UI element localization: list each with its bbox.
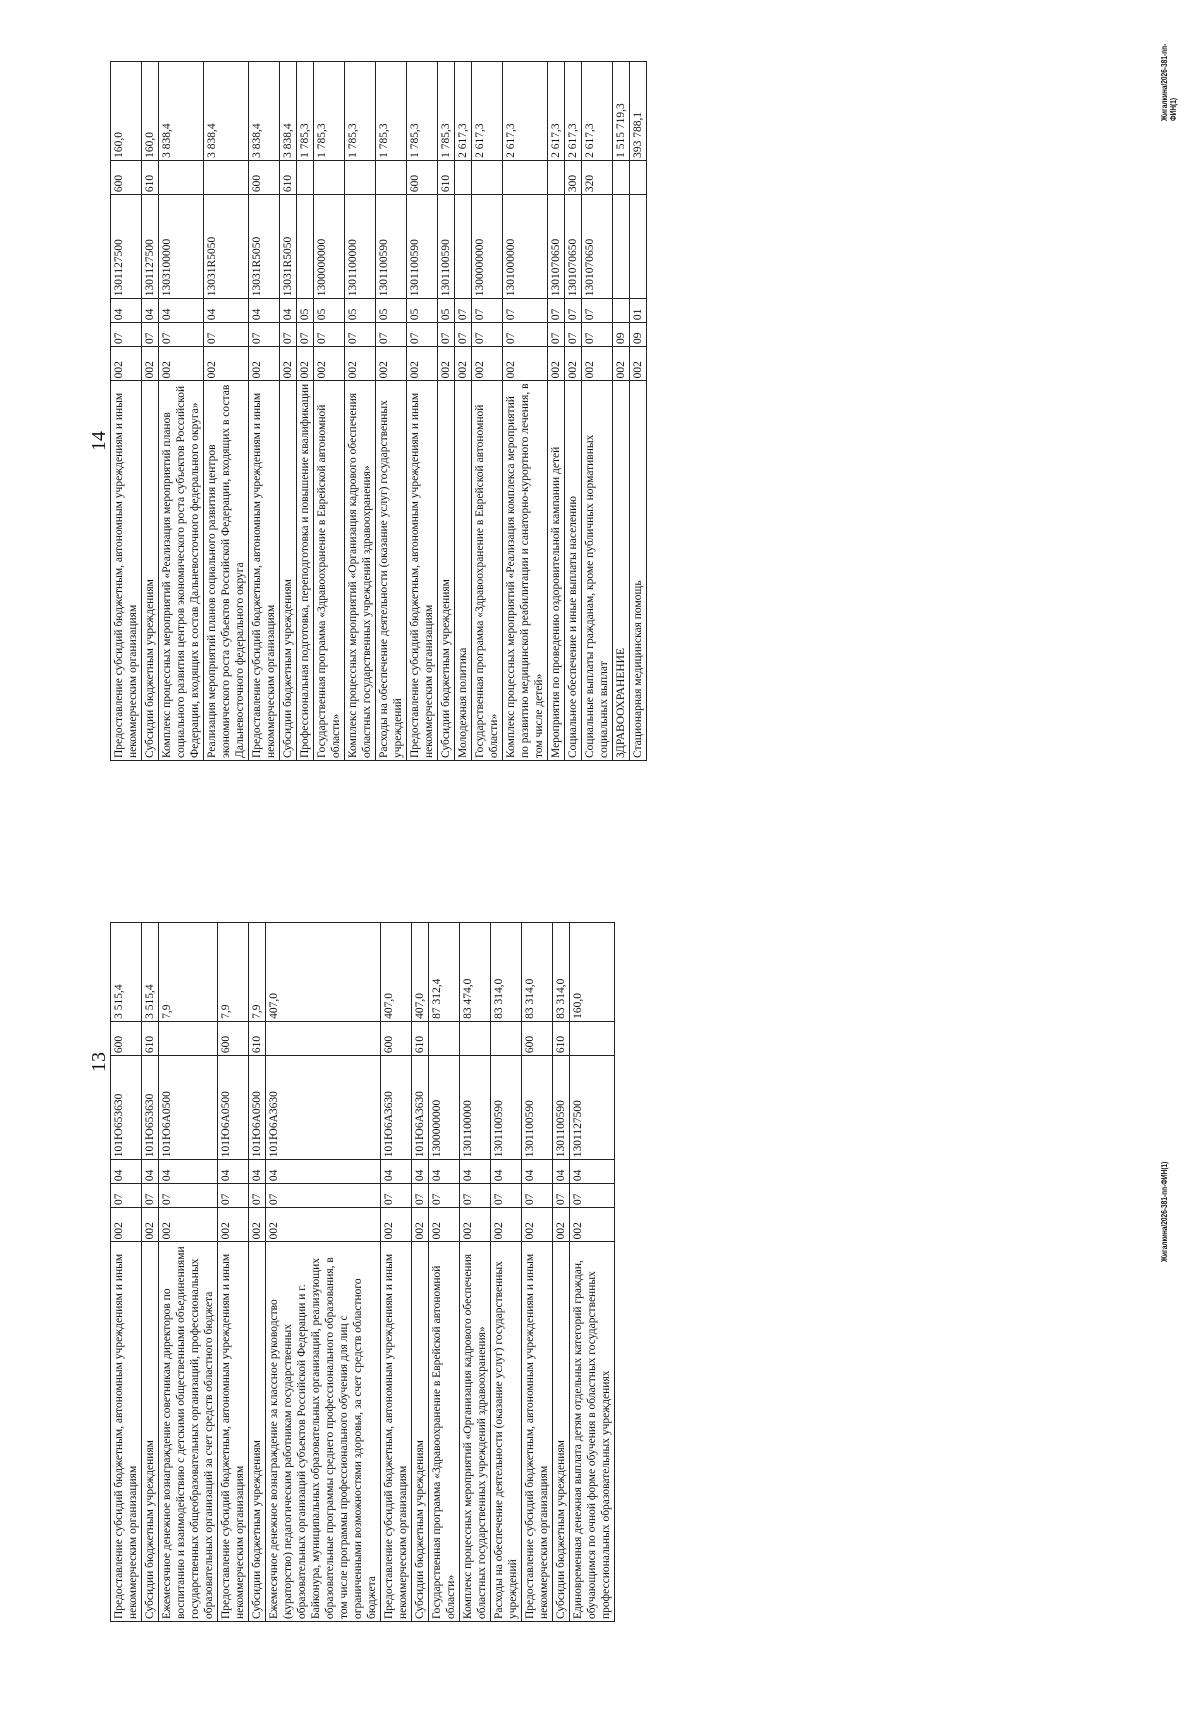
subsection-code-cell: [613, 299, 630, 323]
subsection-code-cell: 04: [159, 1160, 218, 1184]
expense-type-cell: [460, 1021, 491, 1055]
table-row: [412, 923, 429, 1622]
expense-type-cell: [429, 1021, 460, 1055]
target-article-cell: 1301100590: [491, 1056, 522, 1160]
subsection-code-cell: 05: [407, 299, 438, 323]
table-row: [570, 923, 615, 1622]
target-article-cell: 101Ю6А0500: [159, 1056, 218, 1160]
expense-type-cell: [548, 160, 565, 194]
row-name-cell: Государственная программа «Здравоохранение в Еврейской автономной области»: [314, 381, 345, 761]
target-article-cell: 1301100000: [460, 1056, 491, 1160]
subsection-code-cell: 04: [159, 299, 204, 323]
ministry-code-cell: 002: [455, 347, 472, 381]
row-name-cell: Ежемесячное денежное вознаграждение советникам директоров по воспитанию и взаимодействию с детскими общественными объединениями государственных общеобразовательных организаций, профессиональных образовательных организаций за счет средств областного бюджета: [159, 1242, 218, 1622]
section-code-cell: 07: [345, 323, 376, 347]
section-code-cell: 07: [297, 323, 314, 347]
section-code-cell: 07: [503, 323, 548, 347]
table-row: [249, 923, 266, 1622]
amount-cell: 160,0: [570, 923, 615, 1022]
target-article-cell: 13031R5050: [204, 195, 249, 299]
subsection-code-cell: 07: [582, 299, 613, 323]
ministry-code-cell: 002: [159, 347, 204, 381]
subsection-code-cell: 04: [280, 299, 297, 323]
expense-type-cell: 600: [111, 1021, 142, 1055]
amount-cell: 3 838,4: [204, 62, 249, 161]
ministry-code-cell: 002: [111, 1208, 142, 1242]
target-article-cell: 1301100000: [345, 195, 376, 299]
table-row: [142, 62, 159, 761]
amount-cell: 2 617,3: [472, 62, 503, 161]
target-article-cell: 1301100590: [407, 195, 438, 299]
target-article-cell: 101Ю6А0500: [218, 1056, 249, 1160]
subsection-code-cell: 05: [376, 299, 407, 323]
subsection-code-cell: 04: [570, 1160, 615, 1184]
expense-type-cell: 600: [249, 160, 280, 194]
target-article-cell: 13031R5050: [280, 195, 297, 299]
expense-type-cell: 610: [142, 160, 159, 194]
ministry-code-cell: 002: [345, 347, 376, 381]
row-name-cell: Расходы на обеспечение деятельности (оказание услуг) государственных учреждений: [491, 1242, 522, 1622]
amount-cell: 1 785,3: [297, 62, 314, 161]
amount-cell: 407,0: [412, 923, 429, 1022]
section-code-cell: 09: [630, 323, 647, 347]
ministry-code-cell: 002: [582, 347, 613, 381]
section-code-cell: 09: [613, 323, 630, 347]
ministry-code-cell: 002: [159, 1208, 218, 1242]
budget-table-body: [111, 62, 647, 761]
target-article-cell: 13031R5050: [249, 195, 280, 299]
table-row: [460, 923, 491, 1622]
target-article-cell: 1301100590: [438, 195, 455, 299]
section-code-cell: 07: [412, 1184, 429, 1208]
row-name-cell: ЗДРАВООХРАНЕНИЕ: [613, 381, 630, 761]
row-name-cell: Государственная программа «Здравоохранение в Еврейской автономной области»: [472, 381, 503, 761]
amount-cell: 2 617,3: [548, 62, 565, 161]
target-article-cell: 1301070650: [582, 195, 613, 299]
row-name-cell: Предоставление субсидий бюджетным, автономным учреждениям и иным некоммерческим организациям: [111, 381, 142, 761]
row-name-cell: Социальные выплаты гражданам, кроме публичных нормативных социальных выплат: [582, 381, 613, 761]
table-row: [381, 923, 412, 1622]
expense-type-cell: [159, 160, 204, 194]
section-code-cell: 07: [159, 323, 204, 347]
table-row: [503, 62, 548, 761]
section-code-cell: 07: [429, 1184, 460, 1208]
subsection-code-cell: 01: [630, 299, 647, 323]
ministry-code-cell: 002: [460, 1208, 491, 1242]
ministry-code-cell: 002: [381, 1208, 412, 1242]
section-code-cell: 07: [582, 323, 613, 347]
ministry-code-cell: 002: [565, 347, 582, 381]
section-code-cell: 07: [111, 323, 142, 347]
ministry-code-cell: 002: [613, 347, 630, 381]
section-code-cell: 07: [570, 1184, 615, 1208]
target-article-cell: 1301127500: [570, 1056, 615, 1160]
expense-type-cell: [314, 160, 345, 194]
row-name-cell: Молодежная политика: [455, 381, 472, 761]
target-article-cell: 1301127500: [142, 195, 159, 299]
table-row: [630, 62, 647, 761]
target-article-cell: 101Ю6А3630: [412, 1056, 429, 1160]
table-row: [491, 923, 522, 1622]
table-row: [111, 62, 142, 761]
table-row: [204, 62, 249, 761]
subsection-code-cell: 07: [503, 299, 548, 323]
section-code-cell: 07: [159, 1184, 218, 1208]
expense-type-cell: [376, 160, 407, 194]
table-row: [314, 62, 345, 761]
subsection-code-cell: 04: [266, 1160, 381, 1184]
row-name-cell: Мероприятия по проведению оздоровительной кампании детей: [548, 381, 565, 761]
ministry-code-cell: 002: [438, 347, 455, 381]
expense-type-cell: [266, 1021, 381, 1055]
subsection-code-cell: 07: [472, 299, 503, 323]
row-name-cell: Социальное обеспечение и иные выплаты населению: [565, 381, 582, 761]
amount-cell: 2 617,3: [455, 62, 472, 161]
expense-type-cell: 320: [582, 160, 613, 194]
row-name-cell: Предоставление субсидий бюджетным, автономным учреждениям и иным некоммерческим организациям: [407, 381, 438, 761]
table-row: [548, 62, 565, 761]
target-article-cell: 101Ю653630: [111, 1056, 142, 1160]
row-name-cell: Предоставление субсидий бюджетным, автономным учреждениям и иным некоммерческим организациям: [218, 1242, 249, 1622]
ministry-code-cell: 002: [314, 347, 345, 381]
ministry-code-cell: 002: [553, 1208, 570, 1242]
page-number: 14: [88, 431, 110, 451]
target-article-cell: 1303100000: [159, 195, 204, 299]
ministry-code-cell: 002: [472, 347, 503, 381]
subsection-code-cell: 05: [345, 299, 376, 323]
expense-type-cell: [455, 160, 472, 194]
row-name-cell: Профессиональная подготовка, переподготовка и повышение квалификации: [297, 381, 314, 761]
subsection-code-cell: 04: [142, 1160, 159, 1184]
expense-type-cell: 610: [142, 1021, 159, 1055]
amount-cell: 3 838,4: [280, 62, 297, 161]
expense-type-cell: 610: [412, 1021, 429, 1055]
amount-cell: 393 788,1: [630, 62, 647, 161]
amount-cell: 1 515 719,3: [613, 62, 630, 161]
ministry-code-cell: 002: [522, 1208, 553, 1242]
amount-cell: 3 515,4: [142, 923, 159, 1022]
amount-cell: 83 314,0: [491, 923, 522, 1022]
table-row: [297, 62, 314, 761]
row-name-cell: Субсидии бюджетным учреждениям: [412, 1242, 429, 1622]
target-article-cell: 1300000000: [314, 195, 345, 299]
ministry-code-cell: 002: [249, 1208, 266, 1242]
amount-cell: 1 785,3: [314, 62, 345, 161]
row-name-cell: Субсидии бюджетным учреждениям: [142, 381, 159, 761]
ministry-code-cell: 002: [111, 347, 142, 381]
row-name-cell: Предоставление субсидий бюджетным, автономным учреждениям и иным некоммерческим организациям: [249, 381, 280, 761]
target-article-cell: [613, 195, 630, 299]
target-article-cell: 1301000000: [503, 195, 548, 299]
subsection-code-cell: 05: [438, 299, 455, 323]
amount-cell: 7,9: [249, 923, 266, 1022]
amount-cell: 160,0: [111, 62, 142, 161]
row-name-cell: Предоставление субсидий бюджетным, автономным учреждениям и иным некоммерческим организациям: [522, 1242, 553, 1622]
amount-cell: 407,0: [381, 923, 412, 1022]
row-name-cell: Субсидии бюджетным учреждениям: [280, 381, 297, 761]
row-name-cell: Государственная программа «Здравоохранение в Еврейской автономной области»: [429, 1242, 460, 1622]
amount-cell: 3 838,4: [249, 62, 280, 161]
section-code-cell: 07: [218, 1184, 249, 1208]
ministry-code-cell: 002: [204, 347, 249, 381]
expense-type-cell: 600: [218, 1021, 249, 1055]
row-name-cell: Комплекс процессных мероприятий «Реализация мероприятий планов социального развития центров экономического роста субъектов Российской Федерации, входящих в состав Дальневосточного федерального округа»: [159, 381, 204, 761]
amount-cell: 2 617,3: [582, 62, 613, 161]
page-13: [0, 861, 1200, 1722]
amount-cell: 2 617,3: [565, 62, 582, 161]
amount-cell: 83 474,0: [460, 923, 491, 1022]
subsection-code-cell: 04: [249, 1160, 266, 1184]
subsection-code-cell: 05: [297, 299, 314, 323]
section-code-cell: 07: [407, 323, 438, 347]
subsection-code-cell: 04: [429, 1160, 460, 1184]
section-code-cell: 07: [438, 323, 455, 347]
budget-table-body: [111, 923, 615, 1622]
table-row: [266, 923, 381, 1622]
amount-cell: 1 785,3: [438, 62, 455, 161]
row-name-cell: Субсидии бюджетным учреждениям: [249, 1242, 266, 1622]
expense-type-cell: 600: [407, 160, 438, 194]
table-row: [249, 62, 280, 761]
expense-type-cell: [630, 160, 647, 194]
expense-type-cell: [491, 1021, 522, 1055]
ministry-code-cell: 002: [407, 347, 438, 381]
table-row: [376, 62, 407, 761]
table-row: [613, 62, 630, 761]
amount-cell: 83 314,0: [522, 923, 553, 1022]
amount-cell: 3 515,4: [111, 923, 142, 1022]
expense-type-cell: [345, 160, 376, 194]
row-name-cell: Комплекс процессных мероприятий «Реализация комплекса мероприятий по развитию медицинской реабилитации и санаторно-курортного лечения, в том числе детей»: [503, 381, 548, 761]
table-row: [159, 923, 218, 1622]
section-code-cell: 07: [381, 1184, 412, 1208]
target-article-cell: 1301070650: [548, 195, 565, 299]
target-article-cell: 1301100590: [553, 1056, 570, 1160]
subsection-code-cell: 07: [565, 299, 582, 323]
target-article-cell: 101Ю6А3630: [381, 1056, 412, 1160]
expense-type-cell: 610: [280, 160, 297, 194]
subsection-code-cell: 05: [314, 299, 345, 323]
target-article-cell: 1301100590: [522, 1056, 553, 1160]
target-article-cell: 1300000000: [429, 1056, 460, 1160]
section-code-cell: 07: [204, 323, 249, 347]
amount-cell: 160,0: [142, 62, 159, 161]
row-name-cell: Комплекс процессных мероприятий «Организация кадрового обеспечения областных государственных учреждений здравоохранения»: [460, 1242, 491, 1622]
amount-cell: 2 617,3: [503, 62, 548, 161]
table-row: [455, 62, 472, 761]
ministry-code-cell: 002: [218, 1208, 249, 1242]
row-name-cell: Субсидии бюджетным учреждениям: [438, 381, 455, 761]
table-row: [159, 62, 204, 761]
section-code-cell: 07: [460, 1184, 491, 1208]
expense-type-cell: [570, 1021, 615, 1055]
ministry-code-cell: 002: [412, 1208, 429, 1242]
row-name-cell: Реализация мероприятий планов социального развития центров экономического роста субъектов Российской Федерации, входящих в состав Дальневосточного федерального округа: [204, 381, 249, 761]
expense-type-cell: 610: [249, 1021, 266, 1055]
amount-cell: 87 312,4: [429, 923, 460, 1022]
subsection-code-cell: 04: [142, 299, 159, 323]
page-footer: Жигалкина/2026-381-пп-ФИН(1): [1160, 1161, 1169, 1262]
budget-table: [110, 61, 647, 761]
expense-type-cell: 600: [381, 1021, 412, 1055]
target-article-cell: 101Ю6А3630: [266, 1056, 381, 1160]
row-name-cell: Расходы на обеспечение деятельности (оказание услуг) государственных учреждений: [376, 381, 407, 761]
ministry-code-cell: 002: [249, 347, 280, 381]
table-row: [111, 923, 142, 1622]
target-article-cell: [297, 195, 314, 299]
section-code-cell: 07: [314, 323, 345, 347]
table-row: [472, 62, 503, 761]
ministry-code-cell: 002: [630, 347, 647, 381]
ministry-code-cell: 002: [503, 347, 548, 381]
amount-cell: 3 838,4: [159, 62, 204, 161]
expense-type-cell: 600: [522, 1021, 553, 1055]
target-article-cell: 1301100590: [376, 195, 407, 299]
ministry-code-cell: 002: [491, 1208, 522, 1242]
target-article-cell: [455, 195, 472, 299]
subsection-code-cell: 04: [412, 1160, 429, 1184]
ministry-code-cell: 002: [376, 347, 407, 381]
subsection-code-cell: 07: [548, 299, 565, 323]
subsection-code-cell: 04: [460, 1160, 491, 1184]
page-footer: Жигалкина/2026-381-пп-ФИН(1): [1160, 43, 1178, 121]
subsection-code-cell: 04: [522, 1160, 553, 1184]
section-code-cell: 07: [522, 1184, 553, 1208]
amount-cell: 1 785,3: [345, 62, 376, 161]
row-name-cell: Стационарная медицинская помощь: [630, 381, 647, 761]
expense-type-cell: 610: [438, 160, 455, 194]
section-code-cell: 07: [553, 1184, 570, 1208]
section-code-cell: 07: [111, 1184, 142, 1208]
expense-type-cell: [159, 1021, 218, 1055]
amount-cell: 1 785,3: [376, 62, 407, 161]
ministry-code-cell: 002: [142, 347, 159, 381]
expense-type-cell: [613, 160, 630, 194]
table-row: [218, 923, 249, 1622]
table-row: [429, 923, 460, 1622]
row-name-cell: Единовременная денежная выплата детям отдельных категорий граждан, обучающимся по очной форме обучения в областных государственных профессиональных образовательных учреждениях: [570, 1242, 615, 1622]
amount-cell: 1 785,3: [407, 62, 438, 161]
subsection-code-cell: 04: [111, 1160, 142, 1184]
ministry-code-cell: 002: [266, 1208, 381, 1242]
ministry-code-cell: 002: [297, 347, 314, 381]
page-number: 13: [88, 1052, 110, 1072]
ministry-code-cell: 002: [429, 1208, 460, 1242]
section-code-cell: 07: [249, 1184, 266, 1208]
subsection-code-cell: 04: [111, 299, 142, 323]
subsection-code-cell: 07: [455, 299, 472, 323]
section-code-cell: 07: [491, 1184, 522, 1208]
amount-cell: 7,9: [159, 923, 218, 1022]
subsection-code-cell: 04: [218, 1160, 249, 1184]
section-code-cell: 07: [376, 323, 407, 347]
expense-type-cell: 610: [553, 1021, 570, 1055]
ministry-code-cell: 002: [142, 1208, 159, 1242]
table-row: [142, 923, 159, 1622]
table-row: [522, 923, 553, 1622]
section-code-cell: 07: [455, 323, 472, 347]
expense-type-cell: 300: [565, 160, 582, 194]
subsection-code-cell: 04: [204, 299, 249, 323]
ministry-code-cell: 002: [280, 347, 297, 381]
section-code-cell: 07: [142, 323, 159, 347]
row-name-cell: Субсидии бюджетным учреждениям: [553, 1242, 570, 1622]
amount-cell: 83 314,0: [553, 923, 570, 1022]
target-article-cell: 1300000000: [472, 195, 503, 299]
expense-type-cell: 600: [111, 160, 142, 194]
amount-cell: 407,0: [266, 923, 381, 1022]
table-row: [565, 62, 582, 761]
target-article-cell: 101Ю653630: [142, 1056, 159, 1160]
target-article-cell: [630, 195, 647, 299]
table-row: [407, 62, 438, 761]
row-name-cell: Субсидии бюджетным учреждениям: [142, 1242, 159, 1622]
section-code-cell: 07: [565, 323, 582, 347]
expense-type-cell: [472, 160, 503, 194]
section-code-cell: 07: [266, 1184, 381, 1208]
row-name-cell: Ежемесячное денежное вознаграждение за классное руководство (кураторство) педагогическим работникам государственных образовательных организаций субъектов Российской Федерации и г. Байконура, муниципальных образовательных организаций, реализующих образовательные программы среднего профессионального образования, в том числе программы профессионального обучения для лиц с ограниченными возможностями здоровья, за счет средств областного бюджета: [266, 1242, 381, 1622]
target-article-cell: 1301127500: [111, 195, 142, 299]
table-row: [582, 62, 613, 761]
subsection-code-cell: 04: [491, 1160, 522, 1184]
expense-type-cell: [297, 160, 314, 194]
row-name-cell: Предоставление субсидий бюджетным, автономным учреждениям и иным некоммерческим организациям: [111, 1242, 142, 1622]
subsection-code-cell: 04: [553, 1160, 570, 1184]
section-code-cell: 07: [249, 323, 280, 347]
table-row: [553, 923, 570, 1622]
row-name-cell: Предоставление субсидий бюджетным, автономным учреждениям и иным некоммерческим организациям: [381, 1242, 412, 1622]
table-row: [345, 62, 376, 761]
table-row: [438, 62, 455, 761]
budget-table: [110, 922, 615, 1622]
ministry-code-cell: 002: [570, 1208, 615, 1242]
target-article-cell: 101Ю6А0500: [249, 1056, 266, 1160]
section-code-cell: 07: [472, 323, 503, 347]
row-name-cell: Комплекс процессных мероприятий «Организация кадрового обеспечения областных государственных учреждений здравоохранения»: [345, 381, 376, 761]
target-article-cell: 1301070650: [565, 195, 582, 299]
expense-type-cell: [204, 160, 249, 194]
section-code-cell: 07: [280, 323, 297, 347]
subsection-code-cell: 04: [249, 299, 280, 323]
table-row: [280, 62, 297, 761]
amount-cell: 7,9: [218, 923, 249, 1022]
section-code-cell: 07: [548, 323, 565, 347]
section-code-cell: 07: [142, 1184, 159, 1208]
expense-type-cell: [503, 160, 548, 194]
ministry-code-cell: 002: [548, 347, 565, 381]
subsection-code-cell: 04: [381, 1160, 412, 1184]
